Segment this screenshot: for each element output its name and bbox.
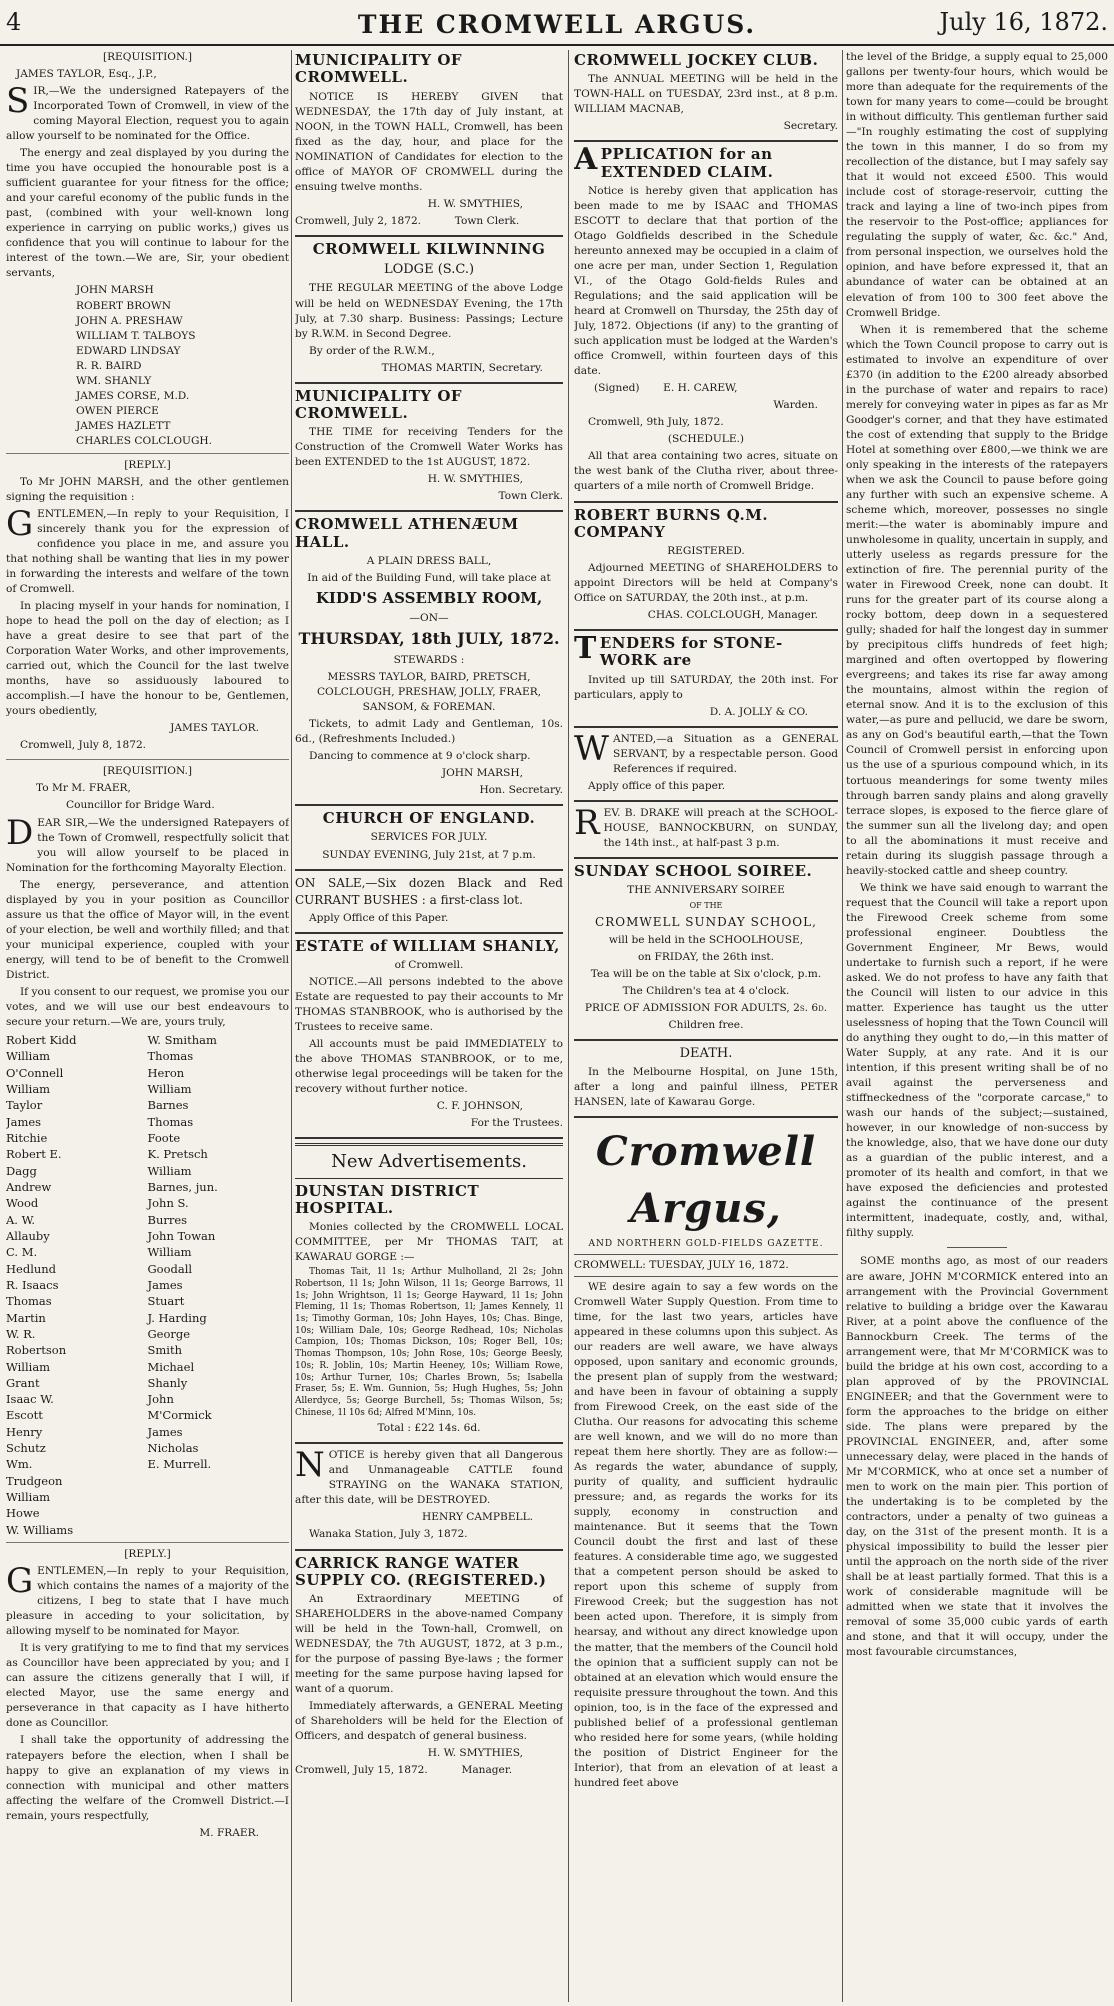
signatory-name: C. M. Hedlund <box>6 1245 57 1276</box>
ad-sunday-school-soiree <box>574 863 838 1041</box>
addressee: JAMES TAYLOR, Esq., J.P., <box>16 68 157 81</box>
paragraph: Invited up till SATURDAY, the 20th inst. For particulars, apply to <box>574 673 838 701</box>
ad-line: OF THE <box>689 901 723 911</box>
ad-heading: PPLICATION for an EXTENDED CLAIM. <box>600 145 774 181</box>
banner-subtitle: AND NORTHERN GOLD-FIELDS GAZETTE. <box>588 1238 824 1249</box>
signature: H. W. SMYTHIES, <box>427 473 523 486</box>
dateline: Cromwell, July 2, 1872. Town Clerk. <box>295 214 520 227</box>
drop-cap: S <box>6 81 30 122</box>
signatory-name: William Barnes <box>147 1081 192 1113</box>
addressee: To Mr JOHN MARSH, and the other gentlemen signing the requisition : <box>6 475 289 503</box>
signatory-name: W. R. Robertson <box>6 1326 67 1358</box>
signature-role: Warden. <box>773 399 818 412</box>
ad-line: —ON— <box>409 612 449 625</box>
ad-line: SERVICES FOR JULY. <box>370 831 488 844</box>
drop-cap: G <box>6 503 34 544</box>
drop-cap: A <box>574 142 598 178</box>
dateline: Cromwell, July 8, 1872. <box>20 739 147 752</box>
section-label: [REPLY.] <box>124 458 171 471</box>
editorial-dateline: CROMWELL: TUESDAY, JULY 16, 1872. <box>574 1258 789 1271</box>
ad-church-of-england <box>295 810 563 870</box>
signatory-name: Michael Shanly <box>147 1359 195 1390</box>
masthead <box>0 0 1114 46</box>
signatory-name: R. R. BAIRD <box>76 359 142 372</box>
signatory-name: ROBERT BROWN <box>76 299 172 312</box>
signatory-name: William Barnes, jun. <box>147 1163 218 1194</box>
paragraph: The energy, perseverance, and attention displayed by you in your position as Councillor assure us that the office of Mayor will, in the event of your election, be well and worthily filled; and that your municipal experience, coupled with your energy, will tend to be of benefit to the Cromwell District. <box>6 878 289 981</box>
ad-extended-claim <box>574 142 838 502</box>
paragraph: EAR SIR,—We the undersigned Ratepayers of the Town of Cromwell, respectfully solicit that you will allow yourself to be placed in Nomination for the forthcoming Mayoralty Election. <box>6 816 289 874</box>
ad-rev-drake <box>574 802 838 859</box>
signature: H. W. SMYTHIES, <box>427 197 523 210</box>
section-label: (SCHEDULE.) <box>667 433 745 446</box>
paragraph: ENTLEMEN,—In reply to your Requisition, which contains the names of a majority of the citizens, I beg to state that I have much pleasure in acceding to your solicitation, by allowing myself to be nominated for Mayor. <box>6 1565 289 1638</box>
signature: JOHN MARSH, <box>441 767 523 780</box>
issue-date: July 16, 1872. <box>939 8 1108 36</box>
ad-wanaka-cattle <box>295 1445 563 1550</box>
requisition-taylor <box>6 50 289 454</box>
ad-kilwinning-lodge <box>295 241 563 384</box>
signatory-name: Thomas Martin <box>6 1294 52 1325</box>
paragraph: IR,—We the undersigned Ratepayers of the Incorporated Town of Cromwell, in view of the coming Mayoral Election, request you to again allow yourself to be nominated for the Office. <box>6 85 289 143</box>
ad-line: MESSRS TAYLOR, BAIRD, PRETSCH, COLCLOUGH, PRESHAW, JOLLY, FRAER, SANSOM, & FOREMAN. <box>316 670 542 714</box>
ad-heading: MUNICIPALITY OF CROMWELL. <box>295 386 463 422</box>
signatory-name: A. W. Allauby <box>6 1212 50 1243</box>
signatory-name: William O'Connell <box>6 1049 64 1080</box>
ad-heading: SUNDAY SCHOOL SOIREE. <box>574 861 813 880</box>
paragraph: NOTICE IS HEREBY GIVEN that WEDNESDAY, the 17th day of July instant, at NOON, in the TOWN HALL, Cromwell, has been fixed as the day, hour, and place for the NOMINATION of Candidates for election to the office of MAYOR OF CROMWELL during the ensuing twelve months. <box>295 90 563 193</box>
column-rule <box>842 50 843 2002</box>
ad-heading: CROMWELL JOCKEY CLUB. <box>574 51 819 69</box>
dateline: Cromwell, 9th July, 1872. <box>588 416 724 429</box>
signatory-name: John Towan <box>147 1228 216 1243</box>
signatory-name: W. Smitham <box>147 1032 217 1047</box>
column-2 <box>295 50 563 2002</box>
ad-jockey-club <box>574 52 838 142</box>
signatory-name: Thomas Foote <box>147 1114 194 1145</box>
ad-heading: CHURCH OF ENGLAND. <box>322 809 536 828</box>
dateline: Wanaka Station, July 3, 1872. <box>309 1528 468 1541</box>
paragraph: Apply office of this paper. <box>588 779 726 792</box>
ad-line: THURSDAY, 18th JULY, 1872. <box>298 629 560 649</box>
drop-cap: R <box>574 802 600 843</box>
signatory-name: Henry Schutz <box>6 1424 46 1456</box>
signatory-name: William Grant <box>6 1359 51 1390</box>
signatory-name: James Ritchie <box>6 1114 48 1145</box>
drop-cap: T <box>574 631 597 667</box>
ad-heading: ENDERS for STONE-WORK are <box>599 634 783 670</box>
signature: (Signed) E. H. CAREW, <box>594 382 738 395</box>
ad-line: on FRIDAY, the 26th inst. <box>637 950 775 963</box>
ad-line: THE ANNIVERSARY SOIREE <box>627 884 785 897</box>
column-rule <box>568 50 569 2002</box>
signature-role: Secretary. <box>783 120 838 133</box>
ad-municipality-nomination <box>295 52 563 237</box>
signatory-name: Wm. Trudgeon <box>6 1457 63 1488</box>
signature: THOMAS MARTIN, Secretary. <box>381 361 543 374</box>
signatory-name: John S. Burres <box>147 1196 189 1227</box>
section-label: [REQUISITION.] <box>102 765 193 778</box>
paragraph: Thomas Tait, 1l 1s; Arthur Mulholland, 2l 2s; John Robertson, 1l 1s; John Wilson, 1l 1s; George Barrows, 1l 1s; John Wrightson, 1l 1s; George Hayward, 1l 1s; John Fleming, 1l 1s; Thomas Robertson, 1l; James Kennely, 1l 1s; Timothy Gorman, 10s; John Hayes, 10s; Chas. Binge, 10s; William Dale, 10s; George Redhead, 10s; Nicholas Campion, 10s; Thomas Dickson, 10s; Roger Bell, 10s; Thomas Thompson, 10s; John Rose, 10s; George Beesly, 10s; R. Joblin, 10s; Martin Heeney, 10s; William Rowe, 10s; Arthur Turner, 10s; Charles Brown, 5s; Isabella Fraser, 5s; E. Wm. Gunnion, 5s; Hugh Hughes, 5s; John Allerdyce, 5s; George Burchell, 5s; Thomas Wilson, 5s; Chinese, 1l 10s 6d; Alfred M'Minn, 10s. <box>295 1267 563 1418</box>
signatory-name: William Taylor <box>6 1081 51 1113</box>
total-line: Total : £22 14s. 6d. <box>377 1422 481 1435</box>
drop-cap: W <box>574 728 609 769</box>
column-3 <box>574 50 838 2002</box>
paragraph: By order of the R.W.M., <box>309 344 435 357</box>
addressee: To Mr M. FRAER, <box>36 782 131 795</box>
paragraph: ANTED,—a Situation as a GENERAL SERVANT, by a respectable person. Good References if required. <box>612 732 838 775</box>
signatory-name: JAMES HAZLETT <box>76 419 171 432</box>
paragraph: OTICE is hereby given that all Dangerous and Unmanageable CATTLE found STRAYING on the WANAKA STATION, after this date, will be DESTROYED. <box>295 1449 563 1507</box>
requisition-fraer <box>6 764 289 1543</box>
ad-dunstan-hospital <box>295 1183 563 1445</box>
ad-stone-work-tenders <box>574 631 838 728</box>
signatory-name: Andrew Wood <box>6 1179 52 1211</box>
ad-carrick-water <box>295 1555 563 1779</box>
ad-line: STEWARDS : <box>393 653 465 666</box>
column-rule <box>291 50 292 2002</box>
ad-heading: CROMWELL ATHENÆUM HALL. <box>295 515 519 551</box>
signatory-name: James Stuart <box>147 1277 185 1309</box>
signatory-name: George Smith <box>147 1326 191 1358</box>
paragraph: In placing myself in your hands for nomination, I hope to head the poll on the day of election; as I have a great desire to see that part of the Corporation Water Works, and other improvements, carried out, which the Council for the last twelve months, have so assiduously laboured to accomplish.—I have the honour to be, Gentlemen, yours obediently, <box>6 600 289 718</box>
ad-athenaeum-ball <box>295 516 563 806</box>
reply-taylor <box>6 458 289 761</box>
ad-line: PRICE OF ADMISSION FOR ADULTS, 2s. 6d. <box>584 1001 828 1014</box>
editorial-paragraph: SOME months ago, as most of our readers are aware, JOHN M'CORMICK entered into an arrangement with the Provincial Government relative to building a bridge over the Kawarau River, at a point above the confluence of the Bannockburn Creek. The terms of the arrangement were, that Mr M'CORMICK was to build the bridge at his own cost, according to a plan approved of by the PROVINCIAL ENGINEER; and that the Government were to form the approaches to the bridge on either side. The plans were prepared by the PROVINCIAL ENGINEER, and, after some unnecessary delay, were placed in the hands of Mr M'CORMICK, who at once set a number of men to work on the main pier. This portion of the undertaking is to be completed by the contractors, under a penalty of two guineas a day, on the 31st of the present month. It is a physical impossibility to build the lesser pier until the approach on the north side of the river shall be at least partially formed. That this is a work of considerable magnitude will be admitted when we state that it involves the removal of some 35,000 cubic yards of earth and stone, and that it will occupy, under the most favourable circumstances, <box>846 1255 1108 1659</box>
ad-heading: ESTATE of WILLIAM SHANLY, <box>295 936 560 955</box>
signature: H. W. SMYTHIES, <box>427 1747 523 1760</box>
ad-line: will be held in the SCHOOLHOUSE, <box>608 933 804 946</box>
dateline: Cromwell, July 15, 1872. Manager. <box>295 1764 513 1777</box>
ad-heading: MUNICIPALITY OF CROMWELL. <box>295 51 463 87</box>
ad-currant-bushes <box>295 875 563 934</box>
signatory-name: JOHN MARSH <box>76 284 154 297</box>
signatory-name <box>148 1473 219 1489</box>
signatory-name: William Goodall <box>147 1245 193 1276</box>
page-number: 4 <box>6 8 22 36</box>
ad-subheading: REGISTERED. <box>667 545 745 557</box>
signatory-name: Robert Kidd <box>6 1032 77 1047</box>
signature: CHAS. COLCLOUGH, Manager. <box>647 609 818 622</box>
section-label: [REQUISITION.] <box>102 51 193 63</box>
paragraph: Notice is hereby given that application has been made to me by ISAAC and THOMAS ESCOTT to declare that that portion of the Otago Goldfields described in the Schedule hereunto annexed may be occupied in a claim of one acre per man, under Section 1, Regulation VI., of the Otago Gold-fields Rules and Regulations; and the said application will be heard at Cromwell on Thursday, the 25th day of July, 1872. Objections (if any) to the granting of such application must be lodged at the Warden's office Cromwell, within fourteen days of this date. <box>574 184 838 378</box>
reply-fraer <box>6 1547 289 1841</box>
ad-heading: ROBERT BURNS Q.M. COMPANY <box>574 505 769 541</box>
newspaper-banner: Cromwell Argus, <box>595 1128 817 1233</box>
signatory-list <box>6 1032 289 1538</box>
ad-line: In aid of the Building Fund, will take place at <box>307 571 551 584</box>
paragraph: THE REGULAR MEETING of the above Lodge will be held on WEDNESDAY Evening, the 17th July, at 7.30 sharp. Business: Passings; Lecture by R.W.M. in Second Degree. <box>295 282 563 340</box>
drop-cap: D <box>6 812 34 853</box>
drop-cap: G <box>6 1561 34 1602</box>
column-4 <box>846 50 1108 2002</box>
paragraph: All that area containing two acres, situate on the west bank of the Clutha river, about three-quarters of a mile north of Cromwell Bridge. <box>574 450 838 493</box>
ad-heading: CARRICK RANGE WATER SUPPLY CO. (REGISTERED.) <box>295 1553 547 1589</box>
ad-line: Children free. <box>668 1018 744 1031</box>
ad-situation-wanted <box>574 728 838 802</box>
ad-subheading: LODGE (S.C.) <box>383 262 475 278</box>
paragraph: Dancing to commence at 9 o'clock sharp. <box>309 750 531 763</box>
signature: HENRY CAMPBELL. <box>422 1511 533 1524</box>
paragraph: THE TIME for receiving Tenders for the Construction of the Cromwell Water Works has been EXTENDED to the 1st AUGUST, 1872. <box>295 426 563 469</box>
signatory-name: WM. SHANLY <box>76 374 152 387</box>
column-1 <box>6 50 289 2002</box>
ad-heading: CROMWELL KILWINNING <box>312 239 546 258</box>
ad-subheading: of Cromwell. <box>394 958 464 971</box>
signatory-name: WILLIAM T. TALBOYS <box>76 329 196 342</box>
ad-line: SUNDAY EVENING, July 21st, at 7 p.m. <box>322 848 536 861</box>
newspaper-title: THE CROMWELL ARGUS. <box>357 10 757 39</box>
paragraph: I shall take the opportunity of addressing the ratepayers before the election, when I shall be happy to give an explanation of my views in connection with municipal and other matters affecting the welfare of the Cromwell District.—I remain, yours respectfully, <box>6 1734 289 1822</box>
ad-heading: DEATH. <box>679 1045 733 1061</box>
ad-robert-burns <box>574 507 838 632</box>
signatory-name: E. Murrell. <box>147 1457 212 1472</box>
ad-line: Tea will be on the table at Six o'clock, p.m. <box>590 967 822 980</box>
signature-role: For the Trustees. <box>470 1117 563 1130</box>
ad-heading: DUNSTAN DISTRICT HOSPITAL. <box>295 1181 480 1218</box>
editorial-paragraph: We think we have said enough to warrant the request that the Council will take a report upon the Firewood Creek scheme from some professional engineer. Doubtless the Government Engineer, Mr Bews, would undertake to furnish such a report, if he were asked. We do not profess to have any faith that the Council will listen to our advice in this matter. Experience has taught us the utter uselessness of hoping that the Town Council will do anything they ought to do,—in this matter of Water Supply, at any rate. And it is our intention, if this present writing shall be of no avail against the perverseness and stiffneckedness of the "corporate carcase," to wash our hands of the subject;—sustained, however, in our knowledge of non-success by the knowledge, also, that we have done our duty as a guardian of the public interest, and a promoter of its health and comfort, in that we have exposed the deficiencies and protested against the continuance of the present intermittent, inadequate, costly, and, withal, filthy supply. <box>846 881 1108 1240</box>
new-advertisements-heading: New Advertisements. <box>295 1143 563 1179</box>
signature: D. A. JOLLY & CO. <box>709 705 808 718</box>
signatory-name: John M'Cormick <box>147 1392 212 1423</box>
ad-line: KIDD'S ASSEMBLY ROOM, <box>315 588 543 607</box>
paragraph: If you consent to our request, we promise you our votes, and we will use our best endeavours to secure your return.—We are, yours truly, <box>6 985 289 1028</box>
drop-cap: N <box>295 1445 325 1486</box>
signature: JAMES TAYLOR. <box>170 722 259 735</box>
ad-line: CROMWELL SUNDAY SCHOOL, <box>595 914 817 929</box>
signatory-name: R. Isaacs <box>6 1277 59 1292</box>
signatory-name: CHARLES COLCLOUGH. <box>76 434 213 447</box>
section-label: [REPLY.] <box>124 1548 171 1561</box>
signatory-name: Thomas Heron <box>147 1049 194 1080</box>
signatory-name: JOHN A. PRESHAW <box>76 314 183 327</box>
signature: C. F. JOHNSON, <box>436 1100 523 1113</box>
notice-death <box>574 1045 838 1119</box>
signatory-name: William Howe <box>6 1490 51 1521</box>
signatory-list <box>6 283 289 448</box>
addressee-title: Councillor for Bridge Ward. <box>66 799 215 812</box>
paragraph: EV. B. DRAKE will preach at the SCHOOL-HOUSE, BANNOCKBURN, on SUNDAY, the 14th inst., at half-past 3 p.m. <box>603 806 838 849</box>
editorial-paragraph: When it is remembered that the scheme which the Town Council propose to carry out is estimated to involve an expenditure of over £370 (in addition to the £200 already absorbed in the purchase of water and repairs to race) merely for conveying water in pipes as far as Mr Goodger's corner, and that they have estimated the cost of extending that supply to the Bridge Hotel at something over £800,—we think we are only speaking in the interests of the ratepayers when we ask the Council to pause before going any further with such an expensive scheme. A scheme which, moreover, possesses no single merit:—the water is abominably impure and unwholesome in quality, uncertain in supply, and utterly useless as regards pressure for the extinction of fire. The perennial purity of the water in Firewood Creek, none can doubt. It runs for the greater part of its course along a rocky bottom, deep down in a sequestered gully; shaded for half the longest day in summer by precipitous cliffs hundreds of feet high; margined and often overtopped by flowering evergreens; and takes its rise far away among the mountains, almost within the region of eternal snow. And it is to the exclusion of this water,—as pure and pellucid, we dare be sworn, as any on God's beautiful earth,—that the Town Council of Cromwell persist in enforcing upon us the use of a spurious compound which, in its tortuous meanderings for some twenty miles through barren sandy plains and along gravelly terrace slopes, is exposed to the fierce glare of the summer sun all the livelong day; and open to all the abominations it must receive and retain during its sluggish passage through a heavily-stocked cattle and sheep country. <box>846 323 1108 877</box>
paragraph: ENTLEMEN,—In reply to your Requisition, I sincerely thank you for the expression of confidence you place in me, and assure you that nothing shall be wanting that lies in my power in forwarding the interests and welfare of the town of Cromwell. <box>6 507 289 596</box>
signature-role: Hon. Secretary. <box>479 784 563 797</box>
paragraph: In the Melbourne Hospital, on June 15th, after a long and painful illness, PETER HANSEN, late of Kawarau Gorge. <box>574 1066 838 1109</box>
editorial-paragraph: WE desire again to say a few words on the Cromwell Water Supply Question. From time to time, for the last two years, articles have appeared in these columns upon this subject. As our readers are well aware, we have always opposed, upon sanitary and economic grounds, the present plan of supply from the westward; and have been in favour of obtaining a supply from Firewood Creek, on the east side of the Clutha. Our reasons for advocating this scheme are well known, and we will do no more than repeat them here shortly. They are as follow:—As regards the water, abundance of supply, purity of quality, and sufficient hydraulic pressure; and, as regards the works for its supply, economy in construction and maintenance. But it seems that the Town Council doubt the first and last of these features. A considerable time ago, we suggested that a competent person should be asked to report upon this scheme of supply from Firewood Creek; but the suggestion has not been acted upon. Therefore, it is simply from hearsay, and without any direct knowledge upon the matter, that the members of the Council hold the opinion that a sufficient supply can not be obtained at an elevation which would ensure the requisite pressure throughout the town. And this opinion, too, is in the face of the expressed and published belief of a professional gentleman who resided here for some years, (while holding the position of District Engineer for the Interior), that from an elevation of at least a hundred feet above <box>574 1280 838 1789</box>
ad-municipality-tenders <box>295 388 563 513</box>
ad-line: A PLAIN DRESS BALL, <box>366 554 492 567</box>
ad-heading: ON SALE,—Six dozen Black and Red CURRANT BUSHES : a first-class lot. <box>295 875 563 907</box>
signatory-name: J. Harding <box>147 1310 207 1325</box>
paragraph: The energy and zeal displayed by you during the time you have occupied the honourable post is a sufficient guarantee for your fitness for the office; and your careful economy of the public funds in the past, (combined with your well-known long experience in carrying on public works,) gives us confidence that you will continue to labour for the interest of the town.—We are, Sir, your obedient servants, <box>6 147 289 280</box>
paragraph: Monies collected by the CROMWELL LOCAL COMMITTEE, per Mr THOMAS TAIT, at KAWARAU GORGE :— <box>295 1221 563 1264</box>
signatory-name: Isaac W. Escott <box>6 1392 54 1423</box>
signatory-name: W. Williams <box>6 1522 74 1537</box>
signatory-name: James Nicholas <box>147 1424 199 1456</box>
signatory-name: Robert E. Dagg <box>6 1147 62 1178</box>
paragraph: All accounts must be paid IMMEDIATELY to the above THOMAS STANBROOK, or to me, otherwise legal proceedings will be taken for the recovery without further notice. <box>295 1038 563 1096</box>
ad-estate-shanly <box>295 938 563 1140</box>
paragraph: It is very gratifying to me to find that my services as Councillor have been appreciated by you; and I can assure the citizens generally that I will, if elected Mayor, use the same energy and perseverance in that capacity as I have hitherto done as Councillor. <box>6 1642 289 1730</box>
ad-line: The Children's tea at 4 o'clock. <box>622 984 790 997</box>
paragraph: The ANNUAL MEETING will be held in the TOWN-HALL on TUESDAY, 23rd inst., at 8 p.m. WILLIAM MACNAB, <box>574 73 838 116</box>
editorial-paragraph: the level of the Bridge, a supply equal to 25,000 gallons per twenty-four hours, which would be more than adequate for the requirements of the town for many years to come—could be brought in without difficulty. This gentleman further said —"In roughly estimating the cost of supplying the town in this manner, I do so from my recollection of the distance, but I may safely say that it would not exceed £500. This would include cost of storage-reservoir, cutting the track and laying a line of two-inch pipes from the reservoir to the Post-office; appliances for regulating the supply of water, &c. &c." And, from personal inspection, we ourselves hold the opinion, and have before expressed it, that an abundance of water can be obtained at an elevation of from 100 to 300 feet above the Cromwell Bridge. <box>846 51 1108 319</box>
paragraph: An Extraordinary MEETING of SHAREHOLDERS in the above-named Company will be held in the Town-hall, Cromwell, on WEDNESDAY, the 7th AUGUST, 1872, at 3 p.m., for the purpose of passing Bye-laws ; the former meeting for the same purpose having lapsed for want of a quorum. <box>295 1593 563 1696</box>
paragraph: NOTICE.—All persons indebted to the above Estate are requested to pay their accounts to Mr THOMAS STANBROOK, who is authorised by the Trustees to receive same. <box>295 975 563 1033</box>
paragraph: Adjourned MEETING of SHAREHOLDERS to appoint Directors will be held at Company's Office on SATURDAY, the 20th inst., at p.m. <box>574 562 838 605</box>
signatory-name: OWEN PIERCE <box>76 404 159 417</box>
paragraph: Tickets, to admit Lady and Gentleman, 10s. 6d., (Refreshments Included.) <box>295 718 563 746</box>
signatory-name: JAMES CORSE, M.D. <box>76 389 190 402</box>
paragraph: Immediately afterwards, a GENERAL Meeting of Shareholders will be held for the Election of Officers, and despatch of general business. <box>295 1700 563 1743</box>
signatory-name: K. Pretsch <box>147 1147 208 1162</box>
signatory-name: EDWARD LINDSAY <box>76 344 181 357</box>
signature-role: Town Clerk. <box>498 490 563 503</box>
signature: M. FRAER. <box>199 1826 259 1839</box>
paragraph: Apply Office of this Paper. <box>309 911 449 924</box>
